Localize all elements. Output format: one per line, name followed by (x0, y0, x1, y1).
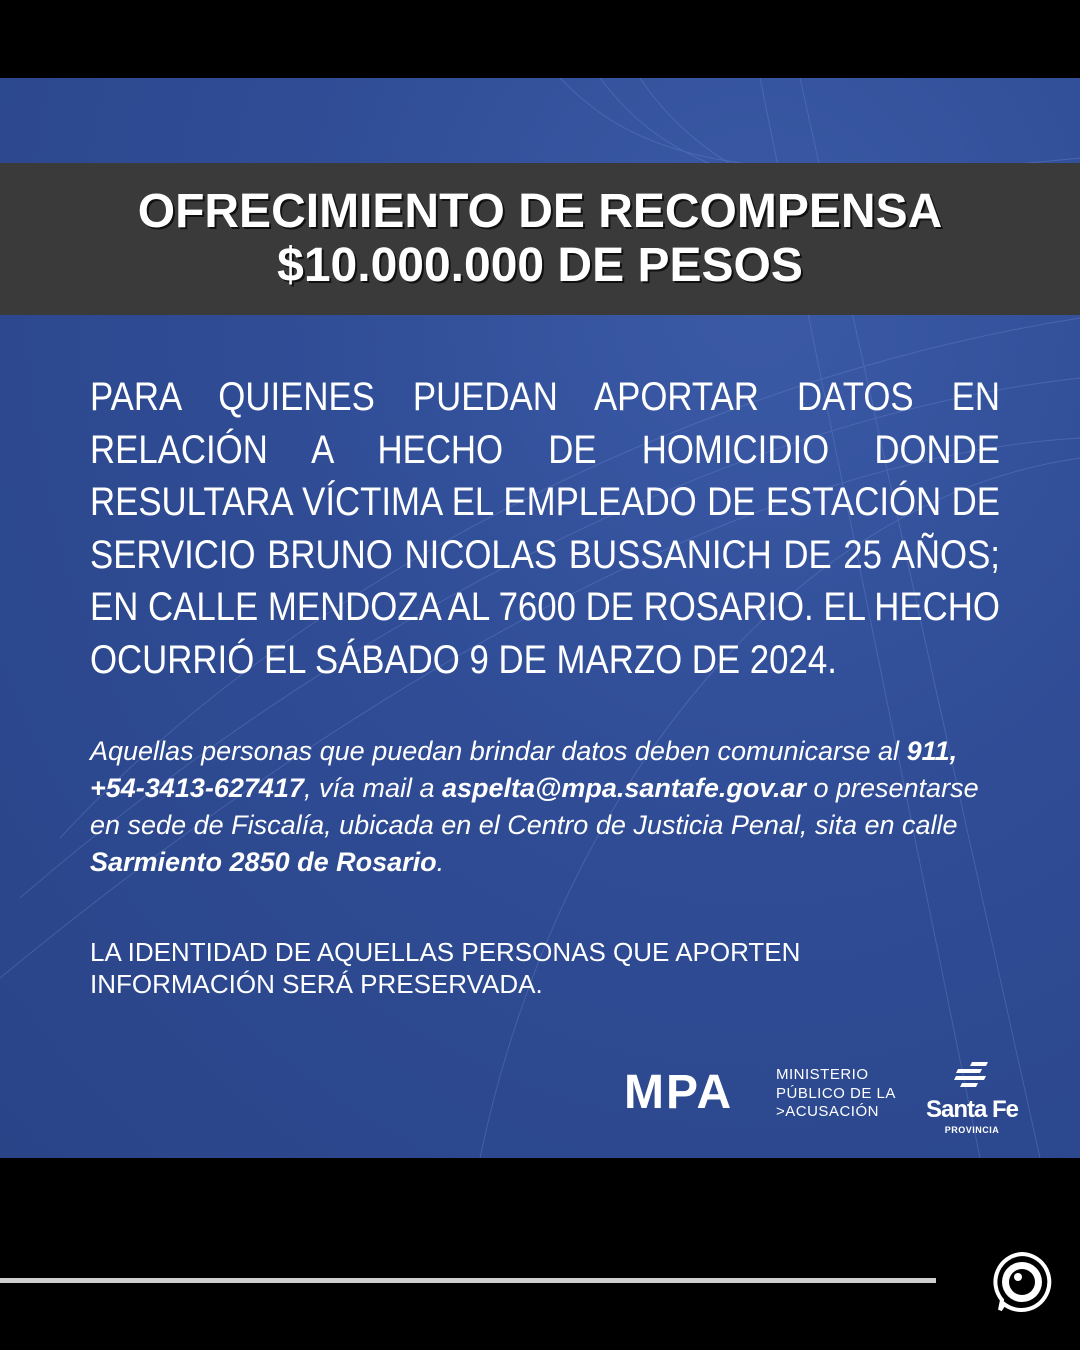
identity-notice: LA IDENTIDAD DE AQUELLAS PERSONAS QUE APORTEN INFORMACIÓN SERÁ PRESERVADA. (90, 937, 801, 999)
contact-mail-prefix: , vía mail a (303, 773, 442, 803)
contact-end: . (436, 847, 445, 877)
banner-amount: $10.000.000 DE PESOS (277, 239, 803, 292)
mpa-sub-line: MINISTERIO (776, 1066, 869, 1083)
contact-mid: o presentarse en sede de Fiscalía, ubicada en el Centro de Justicia Penal, sita en calle (90, 773, 979, 840)
mpa-sub-line: >ACUSACIÓN (776, 1103, 879, 1120)
banner-title: OFRECIMIENTO DE RECOMPENSA (137, 185, 943, 238)
mpa-sub-line: PÚBLICO DE LA (776, 1084, 896, 1102)
description-line: RELACIÓN A HECHO DE HOMICIDIO DONDE (90, 427, 1000, 472)
contact-email: aspelta@mpa.santafe.gov.ar (442, 773, 806, 803)
contact-phones: 911, +54-3413-627417 (90, 736, 958, 803)
description-line: PARA QUIENES PUEDAN APORTAR DATOS EN (90, 375, 1000, 419)
contact-info (90, 733, 1010, 881)
mpa-logo: MPA (624, 1066, 734, 1119)
reward-banner (0, 163, 1080, 315)
contact-intro: Aquellas personas que puedan brindar datos deben comunicarse al (90, 736, 900, 766)
santa-fe-emblem-icon (952, 1060, 992, 1088)
camera-button[interactable] (990, 1250, 1054, 1314)
story-progress-bar[interactable] (0, 1278, 936, 1283)
reward-poster (0, 78, 1080, 1158)
santa-fe-province: PROVINCIA (944, 1125, 1000, 1135)
description-line: RESULTARA VÍCTIMA EL EMPLEADO DE ESTACIÓN DE (90, 480, 1000, 524)
contact-address: Sarmiento 2850 de Rosario (90, 847, 437, 877)
santa-fe-name: Santa Fe (925, 1096, 1019, 1123)
santa-fe-logo (918, 1060, 1026, 1135)
case-description (90, 371, 1000, 686)
description-line: EN CALLE MENDOZA AL 7600 DE ROSARIO. EL HECHO (90, 585, 1000, 629)
description-line: SERVICIO BRUNO NICOLAS BUSSANICH DE 25 AÑOS; (90, 532, 1000, 577)
camera-lens-icon (990, 1250, 1054, 1314)
description-line: OCURRIÓ EL SÁBADO 9 DE MARZO DE 2024. (90, 637, 837, 682)
mpa-logo-subtitle (776, 1066, 896, 1122)
